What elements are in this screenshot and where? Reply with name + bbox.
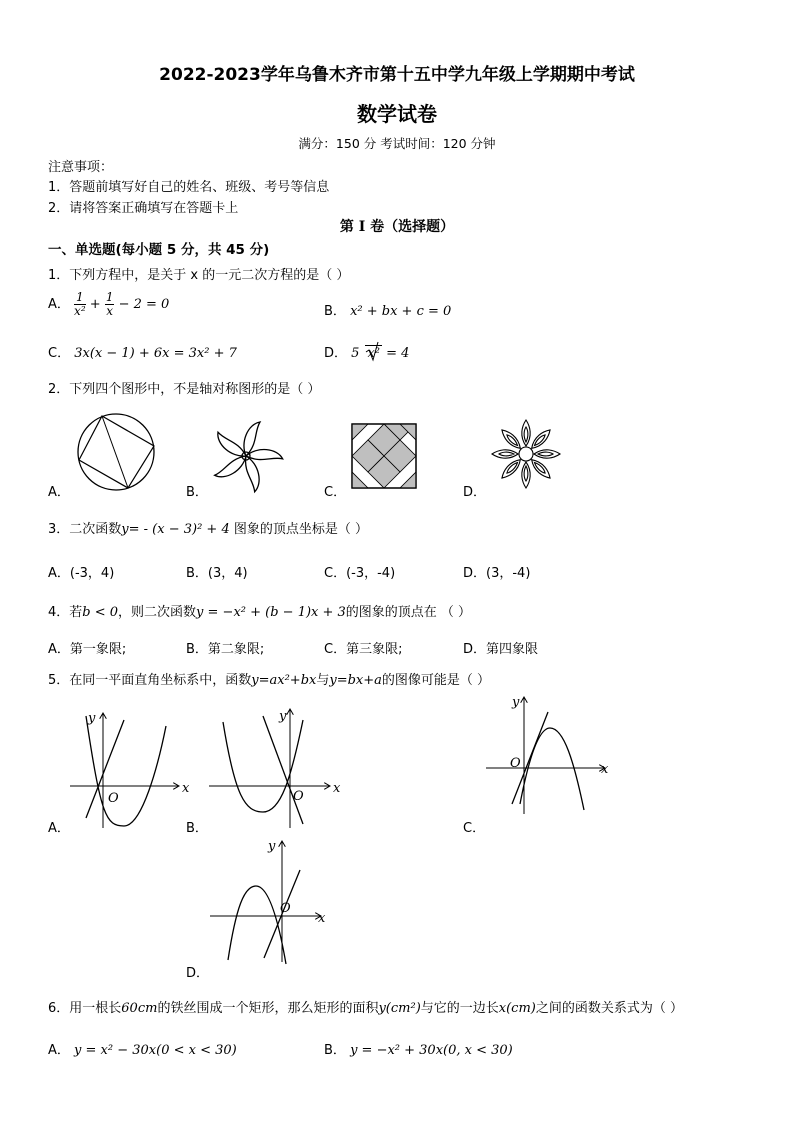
q4-option-d: D．第四象限 (463, 642, 539, 657)
axis-x-label: x (182, 781, 190, 796)
q2-figure-a-circle (76, 412, 156, 492)
sqrt-sign-icon (364, 340, 378, 362)
q6-text-pre: 6．用一根长 (48, 1001, 122, 1016)
q3-text-post: 图象的顶点坐标是（ ） (229, 522, 368, 537)
q6-side: x(cm) (498, 1001, 536, 1016)
q3-text-pre: 3．二次函数 (48, 522, 122, 537)
q6-option-a (48, 1039, 237, 1058)
q5-f2: y=bx+a (329, 673, 382, 688)
q5-graph-a (66, 706, 192, 832)
q1-a-plus: + (89, 297, 101, 312)
notes-heading: 注意事项： (48, 160, 114, 175)
q4-option-c: C．第三象限; (324, 642, 403, 657)
q1-a-tail: − 2 = 0 (118, 297, 170, 312)
q6-area: y(cm²) (378, 1001, 421, 1016)
axis-y-label: y (88, 711, 96, 726)
q5-text-pre: 5．在同一平面直角坐标系中，函数 (48, 673, 252, 688)
q2-figure-d-flower (490, 418, 562, 490)
q6-option-b (324, 1039, 513, 1058)
q5-stem (48, 669, 490, 688)
q4-cond: b < 0 (82, 605, 119, 620)
q3-option-a: A．(-3，4) (48, 566, 115, 581)
origin-label: O (510, 756, 521, 771)
q1-a-frac2 (105, 291, 115, 318)
q6-text-post: 之间的函数关系式为（ ） (535, 1001, 684, 1016)
q2-label-a: A． (48, 485, 70, 500)
q5-graph-b (205, 706, 345, 832)
frac2-den: x (106, 304, 114, 318)
part-heading: 一、单选题(每小题 5 分，共 45 分) (48, 242, 270, 258)
q2-figure-b-pinwheel (208, 418, 284, 494)
q5-text-mid: 与 (316, 673, 330, 688)
q3-option-d: D．(3，-4) (463, 566, 531, 581)
axis-x-label: x (333, 781, 341, 796)
q2-label-d: D． (463, 485, 487, 500)
q1-option-a (48, 291, 169, 318)
q3-stem (48, 518, 368, 537)
q4-text-post: 的图象的顶点在 （ ） (345, 605, 472, 620)
q1-a-frac1 (74, 291, 86, 318)
q5-label-a: A． (48, 821, 70, 836)
section-title: 第 I 卷（选择题） (339, 219, 455, 235)
q4-option-b: B．第二象限; (186, 642, 265, 657)
q4-option-a: A．第一象限; (48, 642, 127, 657)
q6-b-expr: y = −x² + 30x(0, x < 30) (350, 1043, 513, 1058)
q1-b-label: B． (324, 304, 346, 319)
q4-text-mid: ，则二次函数 (118, 605, 197, 620)
q5-f1: y=ax²+bx (251, 673, 317, 688)
q6-len: 60cm (121, 1001, 158, 1016)
exam-title: 2022-2023学年乌鲁木齐市第十五中学九年级上学期期中考试 (159, 65, 635, 85)
q6-a-expr: y = x² − 30x(0 < x < 30) (74, 1043, 237, 1058)
q1-option-c (48, 342, 237, 361)
q5-label-c: C． (463, 821, 486, 836)
frac1-num: 1 (76, 290, 84, 304)
q1-d-radicand: x² (367, 346, 380, 361)
axis-x-label: x (318, 911, 326, 926)
q1-option-b (324, 300, 451, 319)
q3-expr: y= - (x − 3)² + 4 (121, 522, 230, 537)
q5-text-post: 的图像可能是（ ） (381, 673, 491, 688)
q5-label-d: D． (186, 966, 210, 981)
q1-c-expr: 3x(x − 1) + 6x = 3x² + 7 (74, 346, 237, 361)
axis-y-label: y (512, 695, 520, 710)
frac1-den: x² (74, 304, 86, 318)
q1-a-label: A． (48, 297, 70, 312)
note-item-1: 1．答题前填写好自己的姓名、班级、考号等信息 (48, 180, 330, 195)
q4-stem (48, 601, 471, 620)
axis-y-label: y (279, 709, 287, 724)
q6-stem (48, 997, 683, 1016)
q3-option-b: B．(3，4) (186, 566, 248, 581)
q4-expr: y = −x² + (b − 1)x + 3 (196, 605, 346, 620)
frac2-num: 1 (105, 290, 114, 304)
axis-x-label: x (601, 762, 609, 777)
q1-d-label: D． (324, 346, 348, 361)
q5-graph-d (206, 838, 332, 968)
q5-graph-c (484, 692, 614, 818)
origin-label: O (280, 901, 291, 916)
q6-text-mid1: 的铁丝围成一个矩形，那么矩形的面积 (157, 1001, 379, 1016)
q6-a-label: A． (48, 1043, 70, 1058)
exam-subject: 数学试卷 (357, 102, 437, 126)
q2-label-c: C． (324, 485, 347, 500)
q1-c-label: C． (48, 346, 71, 361)
q1-d-pre: 5 (351, 346, 360, 361)
score-time-line: 满分：150 分 考试时间：120 分钟 (298, 136, 496, 151)
q6-text-mid2: 与它的一边长 (420, 1001, 499, 1016)
axis-y-label: y (268, 839, 276, 854)
q4-text-pre: 4．若 (48, 605, 83, 620)
q1-b-expr: x² + bx + c = 0 (350, 304, 452, 319)
q2-label-b: B． (186, 485, 208, 500)
note-item-2: 2．请将答案正确填写在答题卡上 (48, 201, 239, 216)
q2-stem: 2．下列四个图形中，不是轴对称图形的是（ ） (48, 382, 321, 397)
q3-option-c: C．(-3，-4) (324, 566, 396, 581)
origin-label: O (108, 791, 119, 806)
q1-stem: 1．下列方程中，是关于 x 的一元二次方程的是（ ） (48, 268, 350, 283)
q2-figure-c-square (352, 424, 416, 488)
origin-label: O (293, 789, 304, 804)
q6-b-label: B． (324, 1043, 346, 1058)
q1-d-tail: = 4 (381, 346, 410, 361)
q5-label-b: B． (186, 821, 208, 836)
